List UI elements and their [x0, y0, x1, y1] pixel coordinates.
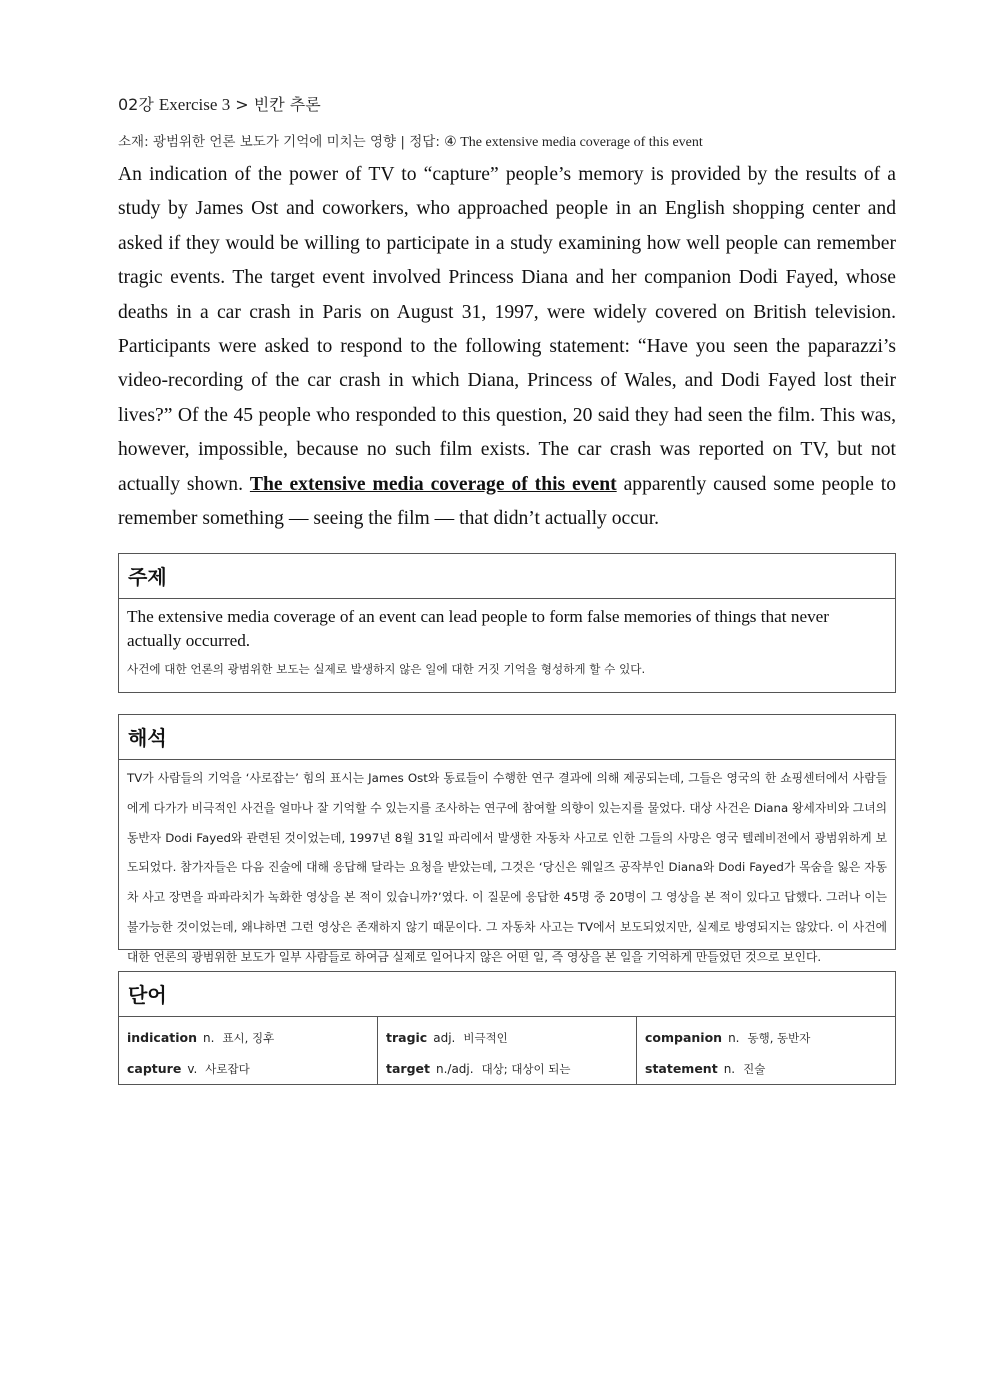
vocab-pos: v.	[187, 1062, 198, 1076]
passage-text-after: apparently caused some people to remember something — seeing the film — that didn’t actually occur.	[118, 473, 896, 530]
theme-korean: 사건에 대한 언론의 광범위한 보도는 실제로 발생하지 않은 일에 대한 거짓 기억을 형성하게 할 수 있다.	[127, 662, 646, 676]
theme-box-title: 주제	[119, 554, 895, 599]
vocab-pos: adj.	[433, 1031, 456, 1045]
vocab-entry	[386, 1023, 628, 1054]
vocab-pos: n.	[723, 1062, 736, 1076]
heading-separator: >	[235, 95, 249, 114]
reading-passage	[118, 158, 896, 536]
passage-text-before: An indication of the power of TV to “capture” people’s memory is provided by the results of a study by James Ost and coworkers, who approached people in an English shopping center and asked if they would be willing to participate in a study examining how well people can remember tragic events. The target event involved Princess Diana and her companion Dodi Fayed, whose deaths in a car crash in Paris on August 31, 1997, were widely covered on British television. Participants were asked to respond to the following statement: “Have you seen the paparazzi’s video-recording of the car crash in which Diana, Princess of Wales, and Dodi Fayed lost their lives?” Of the 45 people who responded to this question, 20 said they had seen the film. This was, however, impossible, because no such film exists. The car crash was reported on TV, but not actually shown.	[118, 164, 896, 495]
vocab-meaning: 표시, 징후	[222, 1031, 275, 1045]
vocab-entry	[127, 1023, 369, 1054]
vocab-word: target	[386, 1061, 430, 1076]
vocab-word: tragic	[386, 1030, 428, 1045]
vocabulary-box	[118, 971, 896, 1085]
vocab-word: capture	[127, 1061, 182, 1076]
answer-text: ④ The extensive media coverage of this event	[444, 135, 703, 150]
vocab-word: companion	[645, 1030, 723, 1045]
exercise-label: Exercise 3	[158, 95, 231, 114]
topic-answer-line	[118, 130, 703, 151]
theme-box	[118, 553, 896, 693]
translation-box-title: 해석	[119, 715, 895, 760]
vocab-meaning: 비극적인	[463, 1031, 508, 1045]
translation-box	[118, 714, 896, 964]
topic-text: 소재: 광범위한 언론 보도가 기억에 미치는 영향	[118, 134, 397, 150]
vocab-column	[377, 1017, 636, 1084]
vocab-column	[636, 1017, 895, 1084]
translation-text: TV가 사람들의 기억을 ‘사로잡는’ 힘의 표시는 James Ost와 동료들이 수행한 연구 결과에 의해 제공되는데, 그들은 영국의 한 쇼핑센터에서 사람들에게 다가가 비극적인 사건을 얼마나 잘 기억할 수 있는지를 조사하는 연구에 참여할 의향이 있는지를 물었다. 대상 사건은 Diana 왕세자비와 그녀의 동반자 Dodi Fayed와 관련된 것이었는데, 1997년 8월 31일 파리에서 발생한 자동차 사고로 인한 그들의 사망은 영국 텔레비전에서 광범위하게 보도되었다. 참가자들은 다음 진술에 대해 응답해 달라는 요청을 받았는데, 그것은 ‘당신은 웨일즈 공작부인 Diana와 Dodi Fayed가 목숨을 잃은 자동차 사고 장면을 파파라치가 녹화한 영상을 본 적이 있습니까?’였다. 이 질문에 응답한 45명 중 20명이 그 영상을 본 적이 있다고 답했다. 그러나 이는 불가능한 것이었는데, 왜냐하면 그런 영상은 존재하지 않기 때문이다. 그 자동차 사고는 TV에서 보도되었지만, 실제로 방영되지는 않았다. 이 사건에 대한 언론의 광범위한 보도가 일부 사람들로 하여금 실제로 일어나지 않은 어떤 일, 즉 영상을 본 일을 기억하게 만들었던 것으로 보인다.	[127, 771, 887, 964]
passage-answer-phrase: The extensive media coverage of this event	[249, 473, 617, 495]
meta-divider: |	[400, 134, 405, 150]
vocab-pos: n./adj.	[435, 1062, 474, 1076]
lesson-heading	[118, 92, 321, 115]
vocab-meaning: 사로잡다	[205, 1062, 250, 1076]
question-type: 빈칸 추론	[253, 95, 321, 114]
vocab-meaning: 대상; 대상이 되는	[481, 1062, 571, 1076]
vocab-word: statement	[645, 1061, 718, 1076]
vocab-entry	[645, 1023, 887, 1054]
vocab-column	[119, 1017, 377, 1084]
vocab-meaning: 진술	[743, 1062, 766, 1076]
vocab-word: indication	[127, 1030, 198, 1045]
vocab-entry	[127, 1054, 369, 1085]
lesson-number: 02강	[118, 95, 154, 114]
vocabulary-box-title: 단어	[119, 972, 895, 1017]
vocab-entry	[386, 1054, 628, 1085]
vocab-pos: n.	[728, 1031, 740, 1045]
vocabulary-table	[119, 1017, 895, 1084]
theme-english: The extensive media coverage of an event can lead people to form false memories of things that never actually occurred.	[127, 607, 830, 650]
answer-label: 정답:	[409, 134, 440, 150]
vocab-entry	[645, 1054, 887, 1085]
vocab-meaning: 동행, 동반자	[747, 1031, 811, 1045]
vocab-pos: n.	[203, 1031, 215, 1045]
